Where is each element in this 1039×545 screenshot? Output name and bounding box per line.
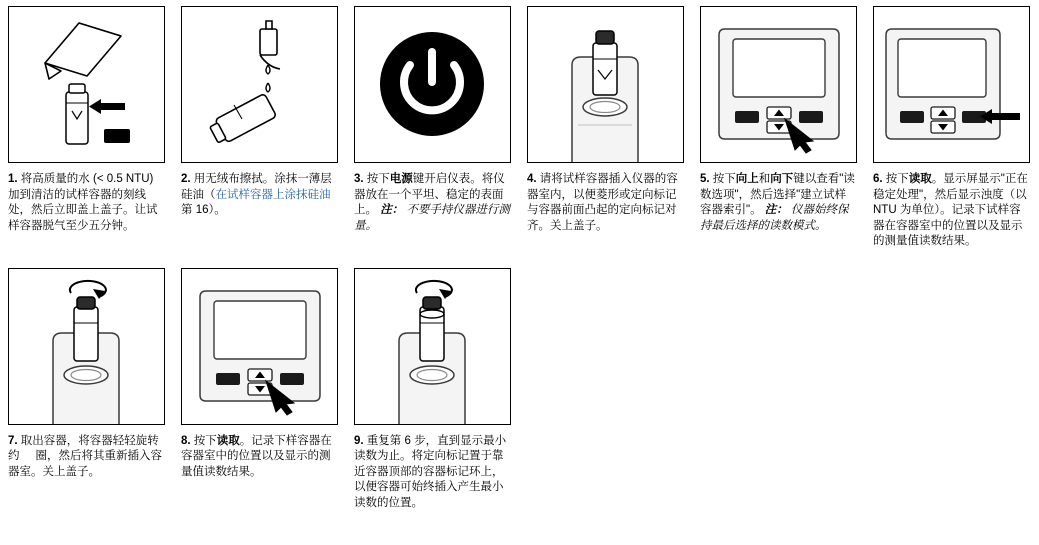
step-4-number: 4. bbox=[527, 173, 537, 185]
step-9-caption bbox=[354, 434, 511, 512]
step-5-text-a: 按下 bbox=[712, 173, 736, 185]
step-3-caption bbox=[354, 172, 511, 234]
step-3-note-label: 注： bbox=[380, 204, 404, 216]
mark-sample-cell-icon bbox=[355, 269, 510, 424]
step-2-text-b: 第 16）。 bbox=[181, 204, 226, 216]
step-7-caption bbox=[8, 434, 165, 481]
step-8-number: 8. bbox=[181, 434, 191, 447]
left-key bbox=[735, 111, 759, 123]
step-8-illustration bbox=[181, 268, 338, 425]
step-9-text: 重复第 6 步，直到显示最小读数为止。将定向标记置于靠近容器顶部的容器标记环上，以便容器可始终插入产生最小读数的位置。 bbox=[354, 434, 507, 509]
step-9-illustration bbox=[354, 268, 511, 425]
step-8 bbox=[173, 262, 346, 512]
step-5-illustration bbox=[700, 6, 857, 163]
step-8-text-b: 。记录下样容器在容器室中的位置以及显示的测量值读数结果。 bbox=[181, 434, 332, 478]
silicone-oil-bottle-icon bbox=[182, 7, 337, 162]
step-3-bold-power: 电源 bbox=[389, 173, 413, 185]
step-4-text: 请将试样容器插入仪器的容器室内，以便菱形或定向标记与容器前面凸起的定向标记对齐。关上盖子。 bbox=[527, 173, 678, 232]
step-1-number: 1. bbox=[8, 173, 18, 185]
step-8-text-a: 按下 bbox=[193, 434, 217, 447]
step-5-text-b: 键以查看"读数选项"，然后选择"建立试样容器索引"。 bbox=[700, 173, 855, 216]
step-5-bold-up: 向上 bbox=[735, 173, 759, 185]
step-2-illustration bbox=[181, 6, 338, 163]
sample-cell-fill-icon bbox=[9, 7, 164, 162]
step-2-number: 2. bbox=[181, 173, 191, 185]
instrument-keypad-updown-icon bbox=[701, 7, 856, 162]
step-2-caption bbox=[181, 172, 338, 219]
step-1-illustration bbox=[8, 6, 165, 163]
step-2-link[interactable]: 在试样容器上涂抹硅油 bbox=[215, 188, 331, 201]
step-9 bbox=[346, 262, 519, 512]
step-5-note-label: 注： bbox=[764, 204, 788, 216]
step-9-number: 9. bbox=[354, 434, 364, 447]
step-6-number: 6. bbox=[873, 173, 883, 185]
step-6-caption bbox=[873, 172, 1030, 250]
step-3 bbox=[346, 0, 519, 250]
step-3-note: 不要手持仪器进行测量。 bbox=[354, 204, 510, 232]
step-3-illustration bbox=[354, 6, 511, 163]
step-5-bold-down: 向下 bbox=[770, 173, 794, 185]
step-7-text: 取出容器，将容器轻轻旋转约 圈，然后将其重新插入容器室。关上盖子。 bbox=[8, 434, 162, 478]
instrument-read-key-icon bbox=[874, 7, 1029, 162]
step-2 bbox=[173, 0, 346, 250]
step-8-caption bbox=[181, 434, 338, 481]
step-5 bbox=[692, 0, 865, 250]
steps-row-2 bbox=[0, 262, 1039, 512]
step-6 bbox=[865, 0, 1038, 250]
step-3-text-a: 按下 bbox=[366, 173, 390, 185]
step-5-note: 仪器始终保持最后选择的读数模式。 bbox=[700, 204, 849, 232]
instrument-read-key-icon bbox=[182, 269, 337, 424]
step-3-text-b: 键开启仪表。将仪器放在一个平坦、稳定的表面上。 bbox=[354, 173, 505, 216]
power-button-icon bbox=[355, 7, 510, 162]
step-7-number: 7. bbox=[8, 434, 18, 447]
step-6-bold-read: 读取 bbox=[908, 173, 932, 185]
step-4-caption bbox=[527, 172, 684, 234]
step-5-number: 5. bbox=[700, 173, 710, 185]
step-7 bbox=[0, 262, 173, 512]
steps-row-1 bbox=[0, 0, 1039, 250]
step-4 bbox=[519, 0, 692, 250]
step-6-text-b: 。显示屏显示"正在稳定处理"，然后显示浊度（以 NTU 为单位）。记录下试样容器在容器室中的位置以及显示的测量值读数结果。 bbox=[873, 173, 1028, 247]
rotate-sample-cell-icon bbox=[9, 269, 164, 424]
step-1-caption bbox=[8, 172, 165, 234]
step-8-bold-read: 读取 bbox=[216, 434, 240, 447]
step-6-text-a: 按下 bbox=[885, 173, 909, 185]
step-6-illustration bbox=[873, 6, 1030, 163]
step-7-illustration bbox=[8, 268, 165, 425]
step-3-number: 3. bbox=[354, 173, 364, 185]
insert-sample-cell-icon bbox=[528, 7, 683, 162]
step-1-text: 将高质量的水 (< 0.5 NTU) 加到清洁的试样容器的刻线处，然后立即盖上盖子。让试样容器脱气至少五分钟。 bbox=[8, 173, 158, 232]
step-4-illustration bbox=[527, 6, 684, 163]
step-2-text-a: 用无绒布擦拭。涂抹一薄层硅油（ bbox=[181, 173, 332, 201]
step-5-caption: 5. 按下向上和向下键以查看"读数选项"，然后选择"建立试样容器索引"。 注： 仪器始终保持最后选择的读数模式。 bbox=[700, 173, 855, 232]
right-key bbox=[799, 111, 823, 123]
step-1 bbox=[0, 0, 173, 250]
